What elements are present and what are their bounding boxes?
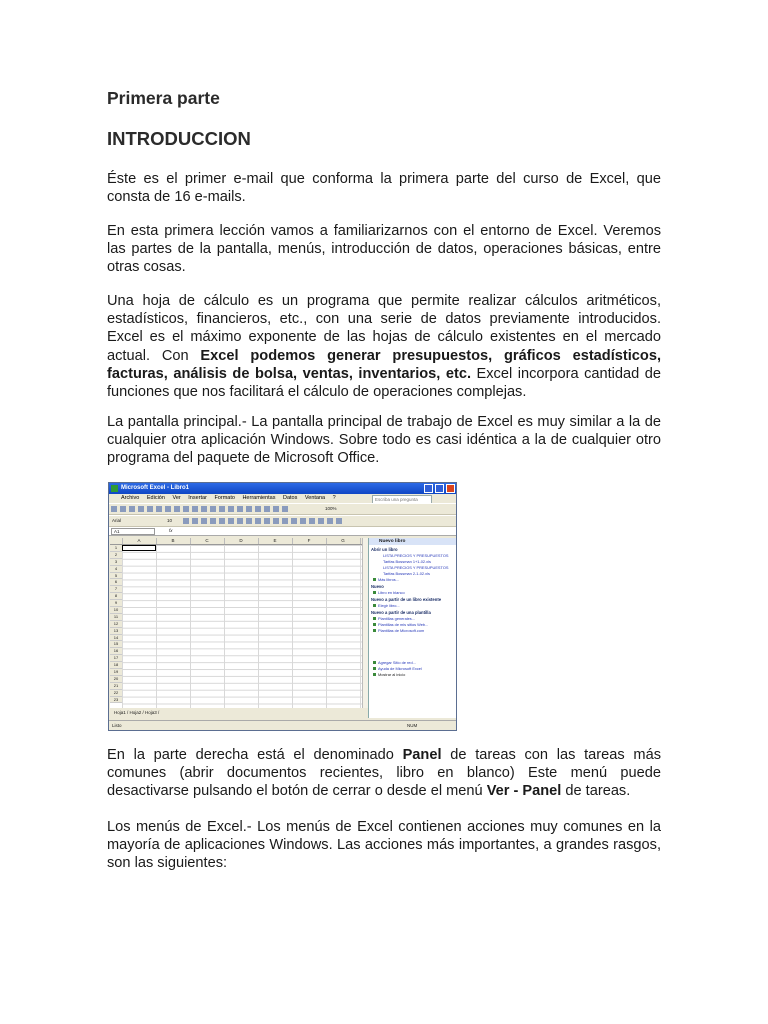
row-header: 22 bbox=[110, 690, 122, 697]
column-header: E bbox=[258, 538, 293, 544]
format-toolbar bbox=[109, 515, 456, 527]
section-heading-primera-parte: Primera parte bbox=[107, 88, 220, 108]
paragraph-task-pane bbox=[107, 746, 661, 801]
row-header: 6 bbox=[110, 579, 122, 586]
excel-screenshot bbox=[108, 482, 457, 731]
close-icon bbox=[446, 484, 455, 493]
paragraph-menus: Los menús de Excel.- Los menús de Excel contienen acciones muy comunes en la mayoría de aplicaciones Windows. Las acciones más importantes, a grandes rasgos, son las siguientes: bbox=[107, 819, 661, 872]
task-pane-section: Nuevo a partir de un libro existente bbox=[371, 597, 442, 602]
row-header: 2 bbox=[110, 552, 122, 559]
page-title: INTRODUCCION bbox=[107, 128, 251, 149]
row-header: 4 bbox=[110, 566, 122, 573]
row-header: 17 bbox=[110, 655, 122, 662]
row-header: 8 bbox=[110, 593, 122, 600]
maximize-icon bbox=[435, 484, 444, 493]
num-lock-indicator: NUM bbox=[407, 723, 418, 728]
task-pane bbox=[368, 538, 457, 718]
column-header: A bbox=[122, 538, 157, 544]
paragraph-spreadsheet bbox=[107, 292, 661, 401]
name-box: A1 bbox=[111, 528, 155, 535]
cell-area bbox=[122, 545, 362, 708]
row-header: 16 bbox=[110, 648, 122, 655]
row-header: 9 bbox=[110, 600, 122, 607]
menu-help: ? bbox=[332, 495, 336, 501]
excel-app-icon bbox=[111, 485, 118, 492]
recent-file-link: LISTA PRECIOS Y PRESUPUESTOS bbox=[383, 553, 449, 558]
menu-datos: Datos bbox=[283, 495, 298, 501]
status-bar bbox=[109, 720, 456, 730]
bold-text: Excel podemos generar presupuestos, gráficos estadísticos, facturas, análisis de bolsa, ventas, inventarios, etc. bbox=[107, 347, 661, 382]
menu-herramientas: Herramientas bbox=[242, 495, 276, 501]
sheet-tabs: Hoja1 / Hoja2 / Hoja3 / bbox=[110, 709, 362, 717]
task-pane-section: Abrir un libro bbox=[371, 547, 398, 552]
column-header: G bbox=[326, 538, 361, 544]
bold-text: Ver - Panel bbox=[486, 783, 562, 800]
menu-insertar: Insertar bbox=[188, 495, 207, 501]
template-link: Plantillas de mis sitios Web... bbox=[369, 621, 457, 627]
row-header: 18 bbox=[110, 662, 122, 669]
show-at-startup-checkbox: Mostrar al inicio bbox=[369, 671, 457, 677]
menu-ventana: Ventana bbox=[304, 495, 326, 501]
zoom-box: 100% bbox=[325, 506, 337, 511]
spreadsheet-grid bbox=[110, 538, 362, 708]
row-header: 3 bbox=[110, 559, 122, 566]
minimize-icon bbox=[424, 484, 433, 493]
menu-ver: Ver bbox=[172, 495, 181, 501]
formula-bar bbox=[109, 527, 456, 536]
font-size-box: 10 bbox=[167, 518, 173, 523]
recent-file-link: Tarifas Bossman 1+1-02.xls bbox=[383, 559, 431, 564]
recent-file-link: Tarifas Bossman 2-1-02.xls bbox=[383, 571, 430, 576]
column-header: F bbox=[292, 538, 327, 544]
excel-titlebar bbox=[109, 483, 456, 494]
paragraph-intro: Éste es el primer e-mail que conforma la primera parte del curso de Excel, que consta de 16 e-mails. bbox=[107, 171, 661, 206]
row-header: 13 bbox=[110, 628, 122, 635]
excel-window-title: Microsoft Excel - Libro1 bbox=[121, 485, 190, 491]
column-headers bbox=[110, 538, 362, 545]
row-header: 12 bbox=[110, 621, 122, 628]
paragraph-text: de tareas. bbox=[561, 783, 631, 800]
task-pane-header: Nuevo libro bbox=[369, 538, 457, 545]
add-site-link: Agregar Sitio de red... bbox=[369, 659, 457, 665]
template-link: Plantillas de Microsoft.com bbox=[369, 627, 457, 633]
menu-archivo: Archivo bbox=[121, 495, 140, 501]
standard-toolbar bbox=[109, 503, 456, 515]
task-pane-section: Nuevo a partir de una plantilla bbox=[371, 610, 431, 615]
menu-formato: Formato bbox=[214, 495, 235, 501]
paragraph-text: Excel incorpora cantidad de funciones que nos facilitará el cálculo de operaciones complejas. bbox=[107, 365, 662, 401]
row-header: 19 bbox=[110, 669, 122, 676]
column-header: D bbox=[224, 538, 259, 544]
blank-book-link: Libro en blanco bbox=[369, 589, 457, 595]
paragraph-main-screen: La pantalla principal.- La pantalla principal de trabajo de Excel es muy similar a la de cualquier otra aplicación Windows. Sobre todo es casi idéntica a la de cualquier otro programa del paquete de Microsoft Office. bbox=[107, 414, 661, 467]
recent-file-link: LISTA PRECIOS Y PRESUPUESTOS bbox=[383, 565, 449, 570]
ask-question-box: Escriba una pregunta bbox=[372, 495, 432, 504]
fx-icon: fx bbox=[169, 528, 173, 533]
help-link: Ayuda de Microsoft Excel bbox=[369, 665, 457, 671]
paragraph-lesson: En esta primera lección vamos a familiarizarnos con el entorno de Excel. Veremos las partes de la pantalla, menús, introducción de datos, operaciones básicas, entre otras cosas. bbox=[107, 223, 661, 276]
row-headers bbox=[110, 545, 122, 703]
row-header: 21 bbox=[110, 683, 122, 690]
row-header: 23 bbox=[110, 697, 122, 704]
column-header: C bbox=[190, 538, 225, 544]
row-header: 7 bbox=[110, 586, 122, 593]
task-pane-section: Nuevo bbox=[371, 584, 384, 589]
status-text: Listo bbox=[112, 723, 122, 728]
row-header: 1 bbox=[110, 545, 122, 552]
row-header: 10 bbox=[110, 607, 122, 614]
bold-text: Panel bbox=[402, 747, 442, 763]
row-header: 5 bbox=[110, 573, 122, 580]
excel-menubar bbox=[109, 494, 456, 503]
more-books-link: Más libros... bbox=[369, 576, 457, 582]
menu-edicion: Edición bbox=[146, 495, 165, 501]
paragraph-text: de tareas con las tareas más comunes (abrir documentos recientes, libro en blanco) Este menú puede desactivarse pulsando el botón de cerrar o desde el menú bbox=[107, 747, 661, 800]
row-header: 15 bbox=[110, 641, 122, 648]
font-box: Arial bbox=[112, 518, 122, 523]
row-header: 20 bbox=[110, 676, 122, 683]
row-header: 11 bbox=[110, 614, 122, 621]
paragraph-text: En la parte derecha está el denominado bbox=[107, 747, 403, 763]
template-link: Plantillas generales... bbox=[369, 615, 457, 621]
paragraph-text: Una hoja de cálculo es un programa que permite realizar cálculos aritméticos, estadísticos, financieros, etc., con una serie de datos previamente introducidos. Excel es el máximo exponente de las hojas de cálculo existentes en el mercado actual. Con bbox=[107, 293, 661, 364]
row-header: 14 bbox=[110, 635, 122, 642]
choose-book-link: Elegir libro... bbox=[369, 602, 457, 608]
column-header: B bbox=[156, 538, 191, 544]
active-cell bbox=[122, 545, 156, 551]
